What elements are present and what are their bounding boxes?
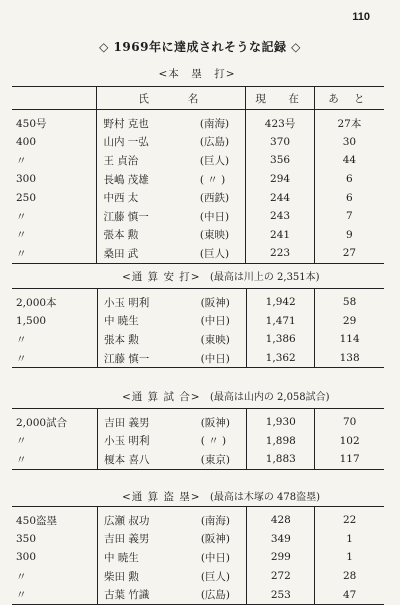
remaining-value: 29 [315, 312, 384, 331]
player-name: 野村 克也 [97, 110, 200, 133]
player-name: 古葉 竹識 [98, 585, 201, 604]
record-target: 2,000本 [16, 296, 57, 309]
record-target: 〃 [16, 589, 27, 602]
remaining-value: 6 [314, 188, 384, 207]
team-name: ( 〃 ) [199, 173, 226, 186]
player-name: 中 暁生 [98, 548, 201, 567]
team-name: (西鉄) [199, 192, 230, 205]
column-header-current: 現 在 [246, 87, 314, 110]
section-heading-career-games [12, 388, 400, 404]
table-row [12, 244, 384, 263]
current-value: 1,898 [247, 432, 315, 451]
current-value: 244 [246, 188, 314, 207]
remaining-value: 28 [315, 567, 384, 586]
table-career-hits [12, 288, 384, 368]
table-row [12, 409, 384, 432]
record-target: 〃 [16, 154, 27, 167]
table-row [12, 226, 384, 245]
section-note: (最高は川上の 2,351本) [209, 272, 320, 283]
table-row [12, 567, 384, 586]
current-value: 294 [246, 170, 314, 189]
table-career-games [12, 408, 384, 470]
player-name: 吉田 義男 [98, 409, 201, 432]
page-number: 110 [352, 11, 370, 23]
player-name: 中 暁生 [97, 312, 200, 331]
player-name: 江藤 慎一 [97, 207, 200, 226]
player-name: 張本 勲 [97, 226, 200, 245]
team-name: (中日) [200, 551, 231, 564]
player-name: 山内 一弘 [97, 133, 200, 152]
current-value: 243 [246, 207, 314, 226]
remaining-value: 1 [315, 530, 384, 549]
record-target: 300 [16, 551, 37, 564]
player-name: 柴田 勲 [98, 567, 201, 586]
current-value: 241 [246, 226, 314, 245]
remaining-value: 138 [315, 349, 384, 368]
remaining-value: 114 [315, 330, 384, 349]
remaining-value: 7 [314, 207, 384, 226]
player-name: 張本 勲 [97, 330, 200, 349]
remaining-value: 6 [314, 170, 384, 189]
record-target: 250 [16, 191, 37, 204]
remaining-value: 1 [315, 548, 384, 567]
player-name: 榎本 喜八 [98, 450, 201, 469]
section-category: <通 算 盗 塁> [122, 491, 201, 503]
table-header-row [12, 87, 384, 110]
remaining-value: 30 [314, 133, 384, 152]
current-value: 1,471 [247, 312, 315, 331]
remaining-value: 22 [315, 507, 384, 530]
player-name: 江藤 慎一 [97, 349, 200, 368]
table-row [12, 349, 384, 368]
player-name: 中西 太 [97, 188, 200, 207]
player-name: 王 貞治 [97, 151, 200, 170]
player-name: 広瀬 叔功 [98, 507, 201, 530]
player-name: 長嶋 茂雄 [97, 170, 200, 189]
table-row [12, 530, 384, 549]
team-name: (南海) [200, 514, 231, 527]
record-target: 〃 [16, 570, 27, 583]
current-value: 1,930 [247, 409, 315, 432]
remaining-value: 27本 [314, 110, 384, 133]
section-note: (最高は木塚の 478盗塁) [209, 492, 321, 503]
team-name: (中日) [200, 315, 230, 328]
record-target: 〃 [16, 453, 27, 466]
team-name: (阪神) [200, 296, 230, 309]
team-name: (中日) [199, 210, 230, 223]
section-category: <本 塁 打> [158, 68, 236, 80]
record-target: 2,000試合 [16, 416, 68, 429]
team-name: (巨人) [199, 154, 230, 167]
table-row [12, 312, 384, 331]
current-value: 1,883 [247, 450, 315, 469]
current-value: 299 [247, 548, 315, 567]
current-value: 1,362 [247, 349, 315, 368]
current-value: 423号 [246, 110, 314, 133]
record-target: 400 [16, 135, 37, 148]
column-header-name: 氏 名 [97, 87, 246, 110]
record-target: 〃 [16, 435, 27, 448]
team-name: (阪神) [200, 533, 231, 546]
table-stolen-bases [12, 506, 384, 605]
table-row [12, 330, 384, 349]
current-value: 253 [247, 585, 315, 604]
team-name: (広島) [200, 589, 231, 602]
current-value: 272 [247, 567, 315, 586]
current-value: 223 [246, 244, 314, 263]
current-value: 428 [247, 507, 315, 530]
table-row [12, 585, 384, 604]
table-row [12, 170, 384, 189]
record-target: 450号 [16, 117, 47, 130]
table-home-runs [12, 86, 384, 264]
table-row [12, 207, 384, 226]
remaining-value: 70 [315, 409, 384, 432]
page-title: ◇ 1969年に達成されそうな記録 ◇ [99, 40, 301, 54]
current-value: 356 [246, 151, 314, 170]
table-row [12, 432, 384, 451]
remaining-value: 9 [314, 226, 384, 245]
remaining-value: 117 [315, 450, 384, 469]
record-target: 〃 [16, 210, 27, 223]
remaining-value: 27 [314, 244, 384, 263]
remaining-value: 102 [315, 432, 384, 451]
team-name: (南海) [199, 117, 230, 130]
record-target: 1,500 [16, 314, 47, 327]
record-target: 350 [16, 532, 37, 545]
table-row [12, 110, 384, 133]
team-name: (東映) [200, 333, 230, 346]
player-name: 小玉 明利 [97, 289, 200, 312]
record-target: 〃 [16, 333, 27, 346]
team-name: (巨人) [200, 570, 231, 583]
table-row [12, 450, 384, 469]
team-name: ( 〃 ) [200, 435, 227, 448]
team-name: (東映) [199, 229, 230, 242]
record-target: 〃 [16, 352, 27, 365]
current-value: 1,386 [247, 330, 315, 349]
column-header-remaining: あ と [314, 87, 384, 110]
section-heading-home-runs [12, 66, 382, 81]
player-name: 吉田 義男 [98, 530, 201, 549]
section-heading-stolen-bases [12, 488, 400, 504]
table-row [12, 289, 384, 312]
section-heading-career-hits [12, 268, 400, 284]
current-value: 1,942 [247, 289, 315, 312]
remaining-value: 58 [315, 289, 384, 312]
table-row [12, 188, 384, 207]
current-value: 370 [246, 133, 314, 152]
remaining-value: 44 [314, 151, 384, 170]
team-name: (広島) [199, 136, 230, 149]
player-name: 小玉 明利 [98, 432, 201, 451]
record-target: 〃 [16, 247, 27, 260]
team-name: (中日) [200, 352, 230, 365]
table-row [12, 133, 384, 152]
record-target: 300 [16, 173, 37, 186]
team-name: (巨人) [199, 247, 230, 260]
remaining-value: 47 [315, 585, 384, 604]
section-category: <通 算 安 打> [122, 271, 201, 283]
team-name: (阪神) [200, 416, 230, 429]
table-row [12, 151, 384, 170]
record-target: 〃 [16, 229, 27, 242]
section-note: (最高は山内の 2,058試合) [209, 392, 330, 403]
table-row [12, 507, 384, 530]
team-name: (東京) [200, 453, 230, 466]
current-value: 349 [247, 530, 315, 549]
player-name: 桑田 武 [97, 244, 200, 263]
column-header-record [12, 87, 97, 110]
section-category: <通 算 試 合> [122, 391, 201, 403]
record-target: 450盗塁 [16, 514, 58, 527]
table-row [12, 548, 384, 567]
